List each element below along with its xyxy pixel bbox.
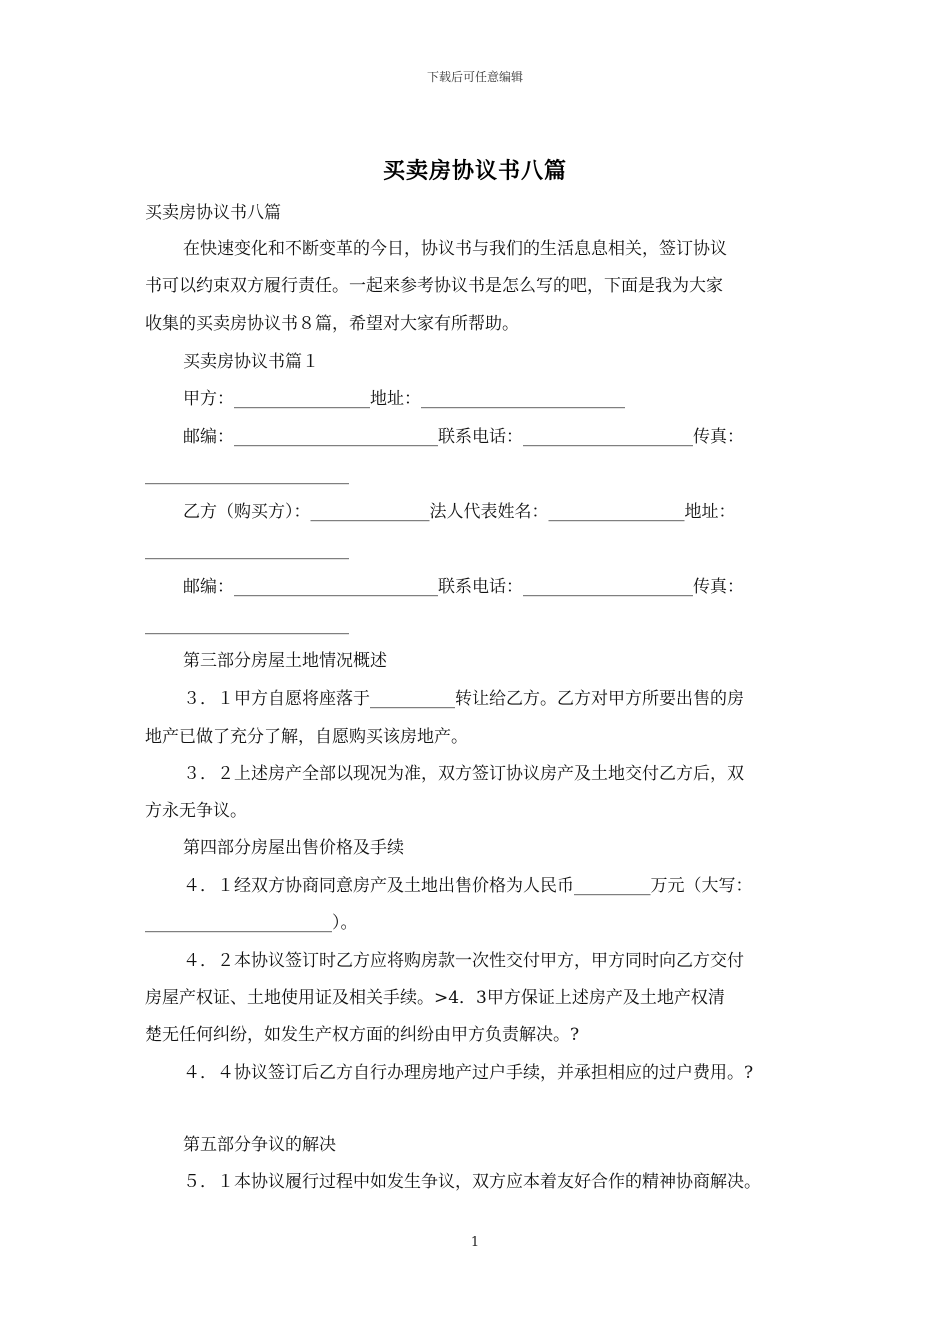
paragraph-line: 在快速变化和不断变革的今日，协议书与我们的生活息息相关，签订协议 xyxy=(183,239,727,259)
header-note: 下载后可任意编辑 xyxy=(426,70,523,84)
form-line-party-a: 甲方：________________地址：________________________ xyxy=(183,389,625,409)
paragraph-line: 收集的买卖房协议书８篇，希望对大家有所帮助。 xyxy=(145,314,519,334)
page-number: 1 xyxy=(470,1235,480,1250)
form-line-party-b: 乙方（购买方）：______________法人代表姓名：________________地址： xyxy=(183,502,736,522)
clause-line: 楚无任何纠纷，如发生产权方面的纠纷由甲方负责解决。? xyxy=(145,1025,580,1045)
form-line-postcode: 邮编：________________________联系电话：____________________传真： xyxy=(183,577,744,597)
form-line-postcode: 邮编：________________________联系电话：____________________传真： xyxy=(183,427,744,447)
clause-line: ______________________）。 xyxy=(145,913,358,933)
form-blank-line: ________________________ xyxy=(145,615,349,635)
clause-line: ４．４协议签订后乙方自行办理房地产过户手续，并承担相应的过户费用。? xyxy=(183,1063,754,1083)
section-heading: 第四部分房屋出售价格及手续 xyxy=(183,838,404,858)
section-heading: 第五部分争议的解决 xyxy=(183,1135,336,1155)
clause-line: 地产已做了充分了解，自愿购买该房地产。 xyxy=(145,727,468,747)
subtitle-line: 买卖房协议书八篇 xyxy=(145,203,281,223)
clause-line: 房屋产权证、土地使用证及相关手续。>4．3甲方保证上述房产及土地产权清 xyxy=(145,988,725,1008)
clause-line: ３．１甲方自愿将座落于__________转让给乙方。乙方对甲方所要出售的房 xyxy=(183,689,744,709)
clause-line: ４．２本协议签订时乙方应将购房款一次性交付甲方，甲方同时向乙方交付 xyxy=(183,951,744,971)
clause-line: ４．１经双方协商同意房产及土地出售价格为人民币_________万元（大写： xyxy=(183,876,753,896)
form-blank-line: ________________________ xyxy=(145,465,349,485)
form-blank-line: ________________________ xyxy=(145,540,349,560)
document-title: 买卖房协议书八篇 xyxy=(382,158,567,184)
clause-line: ３．２上述房产全部以现况为准，双方签订协议房产及土地交付乙方后，双 xyxy=(183,764,744,784)
clause-line: ５．１本协议履行过程中如发生争议，双方应本着友好合作的精神协商解决。 xyxy=(183,1172,761,1192)
clause-line: 方永无争议。 xyxy=(145,801,247,821)
section-heading: 第三部分房屋土地情况概述 xyxy=(183,651,387,671)
paragraph-line: 书可以约束双方履行责任。一起来参考协议书是怎么写的吧，下面是我为大家 xyxy=(145,276,723,296)
section-heading: 买卖房协议书篇１ xyxy=(183,352,319,372)
